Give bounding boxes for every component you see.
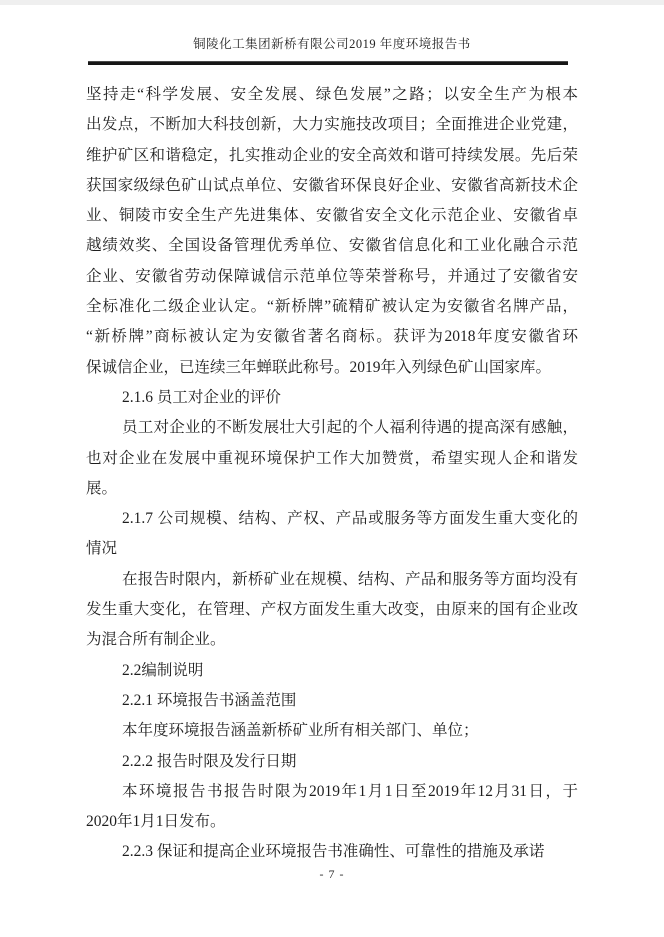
body-text-line: 越绩效奖、全国设备管理优秀单位、安徽省信息化和工业化融合示范 <box>86 237 578 255</box>
page-body <box>86 80 578 868</box>
body-text-line: 维护矿区和谐稳定，扎实推动企业的安全高效和谐可持续发展。先后荣 <box>86 146 578 164</box>
scan-edge-artifact <box>0 0 664 5</box>
section-heading-line: 2.1.7 公司规模、结构、产权、产品或服务等方面发生重大变化的 <box>122 510 578 528</box>
body-text-line: 为混合所有制企业。 <box>86 631 226 649</box>
section-heading-line: 2.2编制说明 <box>122 661 204 679</box>
body-text-line: “新桥牌”商标被认定为安徽省著名商标。获评为2018年度安徽省环 <box>86 328 578 346</box>
body-text-line: 保诚信企业，已连续三年蝉联此称号。2019年入列绿色矿山国家库。 <box>86 358 552 376</box>
body-text-line: 员工对企业的不断发展壮大引起的个人福利待遇的提高深有感触， <box>122 419 578 437</box>
body-text-line: 坚持走“科学发展、安全发展、绿色发展”之路；以安全生产为根本 <box>86 86 578 103</box>
body-text-line: 2020年1月1日发布。 <box>86 813 226 831</box>
section-heading-line: 2.2.1 环境报告书涵盖范围 <box>122 691 297 709</box>
section-heading-line: 2.2.3 保证和提高企业环境报告书准确性、可靠性的措施及承诺 <box>122 843 545 861</box>
page-footer <box>86 867 578 882</box>
page-number: - 7 - <box>319 867 345 881</box>
body-text-line: 出发点，不断加大科技创新，大力实施技改项目；全面推进企业党建， <box>86 116 578 134</box>
body-text-line: 本年度环境报告涵盖新桥矿业所有相关部门、单位； <box>122 722 479 740</box>
body-text-line: 全标准化二级企业认定。“新桥牌”硫精矿被认定为安徽省名牌产品， <box>86 298 578 316</box>
document-title: 铜陵化工集团新桥有限公司2019 年度环境报告书 <box>193 37 471 51</box>
body-text-line: 本环境报告书报告时限为2019年1月1日至2019年12月31日，于 <box>122 782 578 800</box>
body-text-line: 企业、安徽省劳动保障诚信示范单位等荣誉称号，并通过了安徽省安 <box>86 267 578 285</box>
section-heading-line: 2.1.6 员工对企业的评价 <box>122 388 281 406</box>
body-text-line: 展。 <box>86 479 118 497</box>
header-rule <box>88 61 568 65</box>
body-text-line: 在报告时限内，新桥矿业在规模、结构、产品和服务等方面均没有 <box>122 570 578 588</box>
body-text-line: 也对企业在发展中重视环境保护工作大加赞赏，希望实现人企和谐发 <box>86 449 578 467</box>
page-header <box>86 34 578 52</box>
section-heading-line: 2.2.2 报告时限及发行日期 <box>122 752 297 770</box>
body-text-line: 获国家级绿色矿山试点单位、安徽省环保良好企业、安徽省高新技术企 <box>86 176 578 194</box>
section-heading-line: 情况 <box>86 540 118 558</box>
body-text-line: 发生重大变化，在管理、产权方面发生重大改变，由原来的国有企业改 <box>86 601 578 619</box>
body-text-line: 业、铜陵市安全生产先进集体、安徽省安全文化示范企业、安徽省卓 <box>86 207 578 225</box>
